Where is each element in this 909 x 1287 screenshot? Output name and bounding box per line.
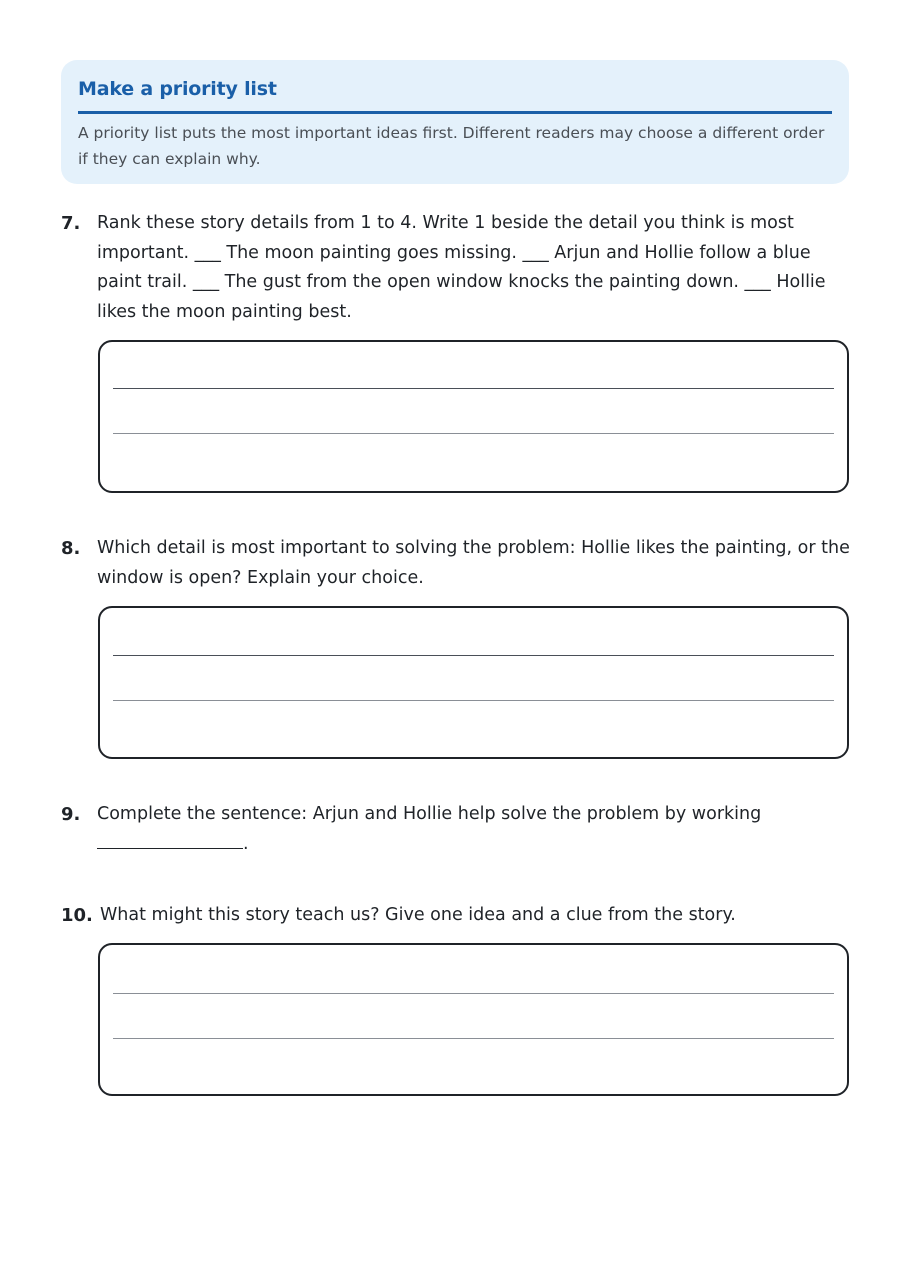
question-number: 7. [61, 213, 81, 234]
answer-box-7[interactable] [98, 340, 849, 493]
question-number: 10. [61, 905, 93, 926]
question-text: Rank these story details from 1 to 4. Write 1 beside the detail you think is most important. ___ The moon painting goes missing. ___ Arjun and Hollie follow a blue paint trail. ___ The gust from the open window knocks the painting down. ___ Hollie likes the moon painting best. [97, 213, 826, 322]
callout-body: A priority list puts the most important ideas first. Different readers may choose a different order if they can explain why. [78, 124, 825, 168]
question-text-content: Complete the sentence: Arjun and Hollie help solve the problem by working [97, 804, 762, 824]
question-text [97, 800, 851, 859]
sentence-end: . [243, 833, 249, 854]
fill-in-blank[interactable] [97, 831, 243, 849]
question-text: Which detail is most important to solving the problem: Hollie likes the painting, or the window is open? Explain your choice. [97, 538, 850, 588]
callout-title: Make a priority list [78, 78, 277, 100]
answer-line [113, 433, 834, 434]
question-text: What might this story teach us? Give one idea and a clue from the story. [100, 905, 736, 925]
answer-line [113, 993, 834, 994]
answer-box-8[interactable] [98, 606, 849, 759]
answer-line [113, 655, 834, 656]
priority-list-callout [61, 60, 849, 184]
question-number: 8. [61, 538, 81, 559]
answer-line [113, 700, 834, 701]
answer-line [113, 1038, 834, 1039]
answer-line [113, 388, 834, 389]
question-number: 9. [61, 804, 81, 825]
answer-box-10[interactable] [98, 943, 849, 1096]
callout-divider [78, 111, 832, 114]
